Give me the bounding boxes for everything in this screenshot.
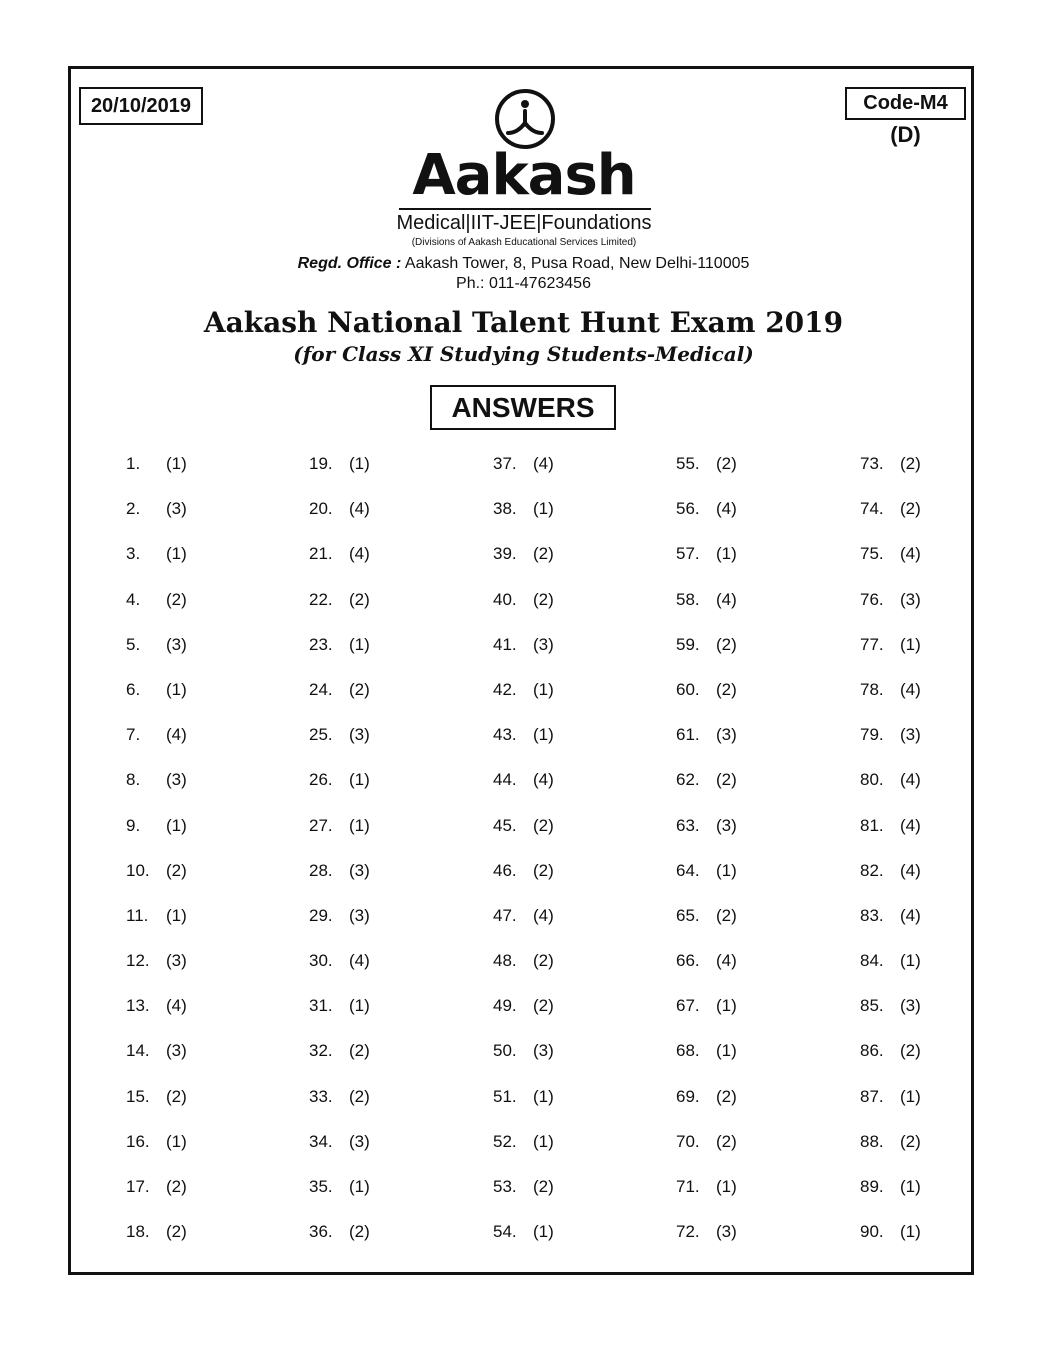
exam-subtitle: (for Class XI Studying Students-Medical)	[293, 342, 754, 366]
answer-row	[126, 1220, 246, 1265]
question-number: 87.	[860, 1086, 884, 1106]
answer-option: (4)	[716, 589, 737, 609]
question-number: 89.	[860, 1177, 884, 1196]
question-number: 63.	[676, 815, 700, 835]
answer-row	[493, 1130, 613, 1175]
answer-column	[493, 452, 613, 1265]
paper-code: Code-M4	[845, 87, 966, 120]
question-number: 49.	[493, 996, 517, 1016]
answer-option: (3)	[166, 1041, 187, 1061]
question-number: 19.	[309, 454, 333, 473]
answer-option: (4)	[900, 815, 921, 835]
answer-row	[309, 904, 429, 949]
question-number: 50.	[493, 1041, 517, 1061]
question-number: 43.	[493, 725, 517, 745]
question-number: 16.	[126, 1131, 150, 1151]
question-number: 53.	[493, 1177, 517, 1196]
question-number: 77.	[860, 634, 884, 654]
question-number: 15.	[126, 1086, 150, 1106]
answer-option: (4)	[716, 499, 737, 519]
answer-option: (1)	[900, 1177, 921, 1196]
answer-row	[676, 1130, 796, 1175]
answer-row	[126, 859, 246, 904]
answer-row	[309, 768, 429, 813]
answer-option: (4)	[900, 770, 921, 790]
answer-option: (2)	[349, 1222, 370, 1242]
answer-row	[309, 949, 429, 994]
answer-row	[126, 678, 246, 723]
answer-row	[309, 1085, 429, 1130]
question-number: 84.	[860, 951, 884, 971]
office-phone: Ph.: 011-47623456	[456, 275, 591, 292]
answer-option: (2)	[349, 1041, 370, 1061]
question-number: 55.	[676, 454, 700, 473]
answer-row	[493, 1175, 613, 1220]
answer-row	[493, 588, 613, 633]
question-number: 20.	[309, 499, 333, 519]
answer-option: (1)	[166, 905, 187, 925]
answer-row	[309, 1175, 429, 1220]
answer-option: (1)	[716, 996, 737, 1016]
question-number: 33.	[309, 1086, 333, 1106]
question-number: 78.	[860, 679, 884, 699]
answer-option: (2)	[166, 860, 187, 880]
answer-option: (1)	[900, 951, 921, 971]
paper-variant: (D)	[890, 122, 921, 147]
answer-option: (2)	[533, 544, 554, 564]
answer-row	[676, 452, 796, 497]
answer-option: (3)	[166, 770, 187, 790]
answer-row	[126, 904, 246, 949]
answer-row	[860, 497, 980, 542]
answer-option: (3)	[716, 815, 737, 835]
question-number: 51.	[493, 1086, 517, 1106]
answer-row	[493, 768, 613, 813]
answer-option: (4)	[716, 951, 737, 971]
question-number: 90.	[860, 1222, 884, 1242]
answer-row	[676, 633, 796, 678]
answer-option: (2)	[533, 1177, 554, 1196]
answer-row	[493, 1085, 613, 1130]
question-number: 47.	[493, 905, 517, 925]
question-number: 59.	[676, 634, 700, 654]
answer-row	[309, 542, 429, 587]
question-number: 37.	[493, 454, 517, 473]
answer-row	[126, 542, 246, 587]
answer-option: (2)	[349, 1086, 370, 1106]
question-number: 13.	[126, 996, 150, 1016]
answer-row	[493, 994, 613, 1039]
question-number: 83.	[860, 905, 884, 925]
question-number: 73.	[860, 454, 884, 473]
answer-option: (2)	[900, 499, 921, 519]
question-number: 36.	[309, 1222, 333, 1242]
answer-option: (2)	[533, 996, 554, 1016]
answer-option: (3)	[533, 1041, 554, 1061]
question-number: 75.	[860, 544, 884, 564]
answer-row	[676, 723, 796, 768]
answer-row	[493, 497, 613, 542]
answer-row	[126, 1085, 246, 1130]
question-number: 62.	[676, 770, 700, 790]
answer-option: (2)	[716, 1131, 737, 1151]
answer-option: (1)	[166, 815, 187, 835]
answer-row	[309, 678, 429, 723]
answer-row	[309, 994, 429, 1039]
answer-row	[860, 814, 980, 859]
answer-row	[676, 497, 796, 542]
answer-row	[493, 904, 613, 949]
question-number: 1.	[126, 454, 141, 473]
answer-option: (1)	[716, 544, 737, 564]
question-number: 27.	[309, 815, 333, 835]
answer-row	[126, 588, 246, 633]
regd-address: Aakash Tower, 8, Pusa Road, New Delhi-110005	[404, 255, 750, 272]
answer-option: (2)	[166, 589, 187, 609]
answer-option: (1)	[900, 1222, 921, 1242]
answer-option: (3)	[900, 589, 921, 609]
answer-row	[676, 1039, 796, 1084]
question-number: 4.	[126, 589, 141, 609]
question-number: 21.	[309, 544, 333, 564]
question-number: 6.	[126, 679, 141, 699]
answer-option: (2)	[900, 454, 921, 473]
question-number: 72.	[676, 1222, 700, 1242]
answer-row	[309, 1220, 429, 1265]
question-number: 76.	[860, 589, 884, 609]
answer-row	[860, 678, 980, 723]
answer-row	[676, 1220, 796, 1265]
question-number: 56.	[676, 499, 700, 519]
answer-option: (4)	[166, 996, 187, 1016]
question-number: 7.	[126, 725, 141, 745]
answer-option: (4)	[349, 544, 370, 564]
question-number: 52.	[493, 1131, 517, 1151]
answer-row	[493, 1220, 613, 1265]
answer-row	[676, 904, 796, 949]
answer-option: (1)	[349, 1177, 370, 1196]
answer-row	[309, 723, 429, 768]
answer-row	[676, 949, 796, 994]
answer-option: (3)	[716, 1222, 737, 1242]
answer-option: (4)	[900, 544, 921, 564]
exam-title: Aakash National Talent Hunt Exam 2019	[203, 306, 844, 339]
answer-row	[493, 1039, 613, 1084]
answer-row	[493, 949, 613, 994]
answer-option: (4)	[900, 860, 921, 880]
answer-row	[860, 949, 980, 994]
answer-row	[126, 497, 246, 542]
answer-option: (3)	[166, 499, 187, 519]
answer-row	[309, 814, 429, 859]
question-number: 70.	[676, 1131, 700, 1151]
answer-option: (2)	[900, 1041, 921, 1061]
question-number: 32.	[309, 1041, 333, 1061]
answer-option: (2)	[716, 454, 737, 473]
answer-row	[493, 542, 613, 587]
question-number: 26.	[309, 770, 333, 790]
answer-option: (3)	[349, 725, 370, 745]
answer-option: (1)	[533, 1131, 554, 1151]
answers-heading: ANSWERS	[430, 385, 616, 430]
answer-column	[309, 452, 429, 1265]
answer-option: (3)	[349, 905, 370, 925]
question-number: 8.	[126, 770, 141, 790]
question-number: 14.	[126, 1041, 150, 1061]
answer-row	[860, 1085, 980, 1130]
answer-row	[860, 1039, 980, 1084]
question-number: 23.	[309, 634, 333, 654]
question-number: 12.	[126, 951, 150, 971]
answer-row	[126, 633, 246, 678]
answer-row	[493, 859, 613, 904]
answer-row	[493, 633, 613, 678]
answer-option: (2)	[533, 815, 554, 835]
question-number: 54.	[493, 1222, 517, 1242]
brand-divisions: Medical|IIT-JEE|Foundations	[396, 212, 652, 234]
answer-row	[676, 994, 796, 1039]
answer-column	[676, 452, 796, 1265]
answer-row	[860, 633, 980, 678]
answer-row	[309, 1130, 429, 1175]
question-number: 64.	[676, 860, 700, 880]
answer-row	[860, 723, 980, 768]
question-number: 60.	[676, 679, 700, 699]
answer-option: (2)	[349, 679, 370, 699]
answer-option: (2)	[349, 589, 370, 609]
question-number: 80.	[860, 770, 884, 790]
answer-row	[309, 497, 429, 542]
question-number: 24.	[309, 679, 333, 699]
question-number: 67.	[676, 996, 700, 1016]
answer-option: (1)	[166, 1131, 187, 1151]
question-number: 82.	[860, 860, 884, 880]
answer-option: (2)	[166, 1086, 187, 1106]
question-number: 65.	[676, 905, 700, 925]
answer-row	[126, 768, 246, 813]
answer-option: (1)	[533, 1086, 554, 1106]
answer-row	[309, 588, 429, 633]
brand-subsidiary: (Divisions of Aakash Educational Services Limited)	[411, 237, 637, 248]
answer-row	[493, 723, 613, 768]
answer-option: (2)	[166, 1222, 187, 1242]
question-number: 46.	[493, 860, 517, 880]
question-number: 11.	[126, 905, 149, 925]
answer-row	[676, 814, 796, 859]
question-number: 10.	[126, 860, 150, 880]
answer-option: (2)	[533, 860, 554, 880]
answer-option: (3)	[166, 634, 187, 654]
answer-row	[309, 859, 429, 904]
answer-row	[309, 633, 429, 678]
answer-option: (1)	[533, 725, 554, 745]
question-number: 39.	[493, 544, 517, 564]
answer-row	[126, 949, 246, 994]
answer-option: (1)	[349, 815, 370, 835]
question-number: 25.	[309, 725, 333, 745]
answer-row	[126, 1039, 246, 1084]
question-number: 18.	[126, 1222, 150, 1242]
answer-row	[860, 859, 980, 904]
question-number: 40.	[493, 589, 517, 609]
question-number: 30.	[309, 951, 333, 971]
question-number: 17.	[126, 1177, 150, 1196]
answer-option: (1)	[533, 679, 554, 699]
answer-option: (1)	[716, 1177, 737, 1196]
answer-option: (1)	[533, 499, 554, 519]
answer-option: (4)	[533, 905, 554, 925]
brand-name: Aakash	[412, 143, 636, 208]
answer-row	[309, 1039, 429, 1084]
answer-row	[860, 768, 980, 813]
exam-date: 20/10/2019	[79, 87, 203, 125]
answer-option: (4)	[349, 951, 370, 971]
answer-row	[860, 904, 980, 949]
answer-row	[493, 452, 613, 497]
answer-row	[860, 452, 980, 497]
answer-column	[126, 452, 246, 1265]
answer-option: (2)	[716, 1086, 737, 1106]
answer-option: (2)	[716, 905, 737, 925]
question-number: 48.	[493, 951, 517, 971]
answer-row	[309, 452, 429, 497]
answer-option: (4)	[533, 454, 554, 473]
question-number: 66.	[676, 951, 700, 971]
answer-option: (2)	[900, 1131, 921, 1151]
answer-option: (1)	[900, 1086, 921, 1106]
answer-row	[860, 588, 980, 633]
answer-option: (2)	[716, 770, 737, 790]
answer-option: (3)	[349, 1131, 370, 1151]
question-number: 86.	[860, 1041, 884, 1061]
answer-option: (3)	[533, 634, 554, 654]
answer-option: (4)	[166, 725, 187, 745]
question-number: 44.	[493, 770, 517, 790]
answer-row	[676, 1175, 796, 1220]
answer-row	[126, 452, 246, 497]
question-number: 42.	[493, 679, 517, 699]
answer-row	[676, 768, 796, 813]
question-number: 85.	[860, 996, 884, 1016]
answer-row	[126, 814, 246, 859]
question-number: 38.	[493, 499, 517, 519]
answer-option: (1)	[716, 1041, 737, 1061]
answer-option: (2)	[166, 1177, 187, 1196]
answer-row	[860, 1220, 980, 1265]
answer-option: (1)	[166, 454, 187, 473]
answer-column	[860, 452, 980, 1265]
answer-option: (1)	[900, 634, 921, 654]
answer-option: (3)	[900, 996, 921, 1016]
answer-option: (1)	[166, 679, 187, 699]
answer-option: (3)	[900, 725, 921, 745]
question-number: 34.	[309, 1131, 333, 1151]
answer-option: (3)	[166, 951, 187, 971]
answer-option: (2)	[533, 951, 554, 971]
answer-row	[493, 678, 613, 723]
answer-option: (4)	[900, 905, 921, 925]
question-number: 79.	[860, 725, 884, 745]
answer-row	[126, 1130, 246, 1175]
question-number: 28.	[309, 860, 333, 880]
answer-row	[676, 1085, 796, 1130]
answer-row	[126, 1175, 246, 1220]
answer-row	[860, 542, 980, 587]
answer-row	[676, 678, 796, 723]
answer-row	[676, 859, 796, 904]
answer-row	[860, 994, 980, 1039]
answer-option: (4)	[900, 679, 921, 699]
question-number: 74.	[860, 499, 884, 519]
answer-row	[126, 994, 246, 1039]
question-number: 81.	[860, 815, 884, 835]
answer-row	[676, 588, 796, 633]
answer-row	[860, 1175, 980, 1220]
answer-row	[860, 1130, 980, 1175]
answer-option: (4)	[533, 770, 554, 790]
question-number: 68.	[676, 1041, 700, 1061]
answer-row	[676, 542, 796, 587]
aakash-emblem-icon	[493, 87, 557, 151]
question-number: 29.	[309, 905, 333, 925]
question-number: 71.	[676, 1177, 700, 1196]
answer-option: (3)	[349, 860, 370, 880]
question-number: 69.	[676, 1086, 700, 1106]
answer-option: (1)	[349, 996, 370, 1016]
question-number: 3.	[126, 544, 141, 564]
answer-option: (1)	[533, 1222, 554, 1242]
answer-option: (2)	[716, 679, 737, 699]
question-number: 5.	[126, 634, 141, 654]
question-number: 45.	[493, 815, 517, 835]
question-number: 57.	[676, 544, 700, 564]
answer-row	[493, 814, 613, 859]
answer-row	[126, 723, 246, 768]
regd-label: Regd. Office :	[297, 255, 402, 272]
answer-option: (1)	[716, 860, 737, 880]
question-number: 58.	[676, 589, 700, 609]
question-number: 22.	[309, 589, 333, 609]
answer-option: (1)	[349, 634, 370, 654]
answer-option: (1)	[349, 454, 370, 473]
answer-option: (2)	[533, 589, 554, 609]
question-number: 9.	[126, 815, 141, 835]
answer-option: (2)	[716, 634, 737, 654]
question-number: 35.	[309, 1177, 333, 1196]
answer-option: (1)	[349, 770, 370, 790]
answer-option: (4)	[349, 499, 370, 519]
question-number: 2.	[126, 499, 141, 519]
answer-option: (3)	[716, 725, 737, 745]
question-number: 31.	[309, 996, 333, 1016]
question-number: 41.	[493, 634, 517, 654]
question-number: 61.	[676, 725, 700, 745]
question-number: 88.	[860, 1131, 884, 1151]
answer-option: (1)	[166, 544, 187, 564]
registered-office	[200, 255, 847, 273]
